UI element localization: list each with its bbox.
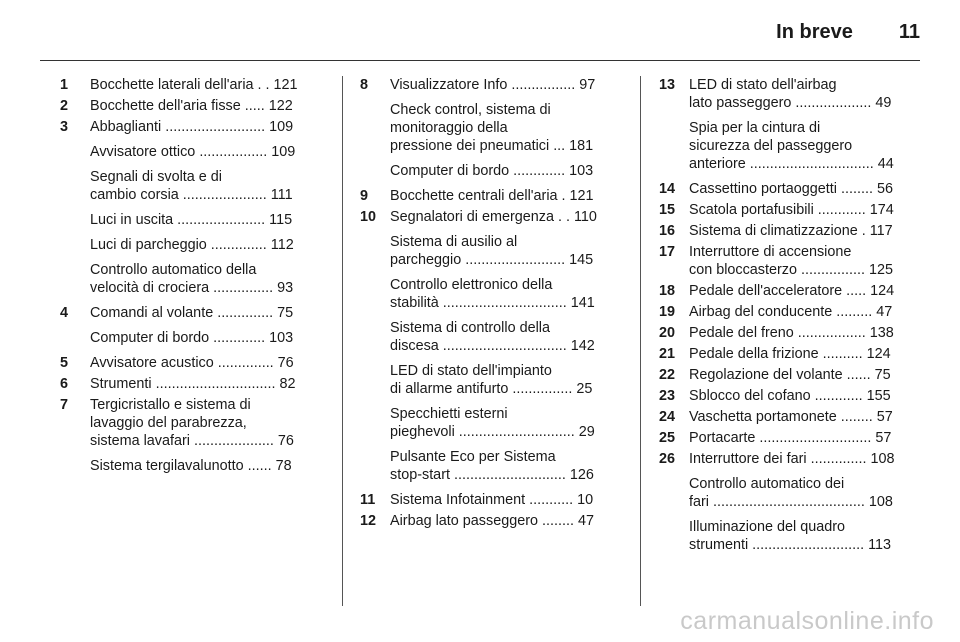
index-entry[interactable] [60,118,298,136]
entry-text: Vaschetta portamonete ........ 57 [689,409,893,425]
entry-number [360,162,390,180]
entry-number: 10 [360,209,377,225]
entry-text: Spia per la cintura di sicurezza del passeggero anteriore ............................... 44 [689,120,894,172]
entry-text: Pulsante Eco per Sistema stop-start ............................ 126 [390,449,594,483]
entry-number: 9 [360,188,369,204]
index-entry[interactable] [360,512,622,530]
entry-text: Computer di bordo ............. 103 [90,330,294,346]
index-entry[interactable] [60,143,298,161]
entry-text: Illuminazione del quadro strumenti ............................ 113 [689,519,892,553]
entry-text: Bocchette dell'aria fisse ..... 122 [90,98,293,114]
entry-text: Strumenti .............................. 82 [90,376,296,392]
index-entry[interactable] [360,448,622,484]
index-entry[interactable] [659,429,921,447]
index-entry[interactable] [60,236,298,254]
index-column-3 [659,76,921,561]
index-entry[interactable] [659,222,921,240]
entry-text: Avvisatore ottico ................. 109 [90,144,296,160]
index-entry[interactable] [60,211,298,229]
entry-number: 14 [659,181,676,197]
entry-number: 12 [360,513,377,529]
index-entry[interactable] [360,362,622,398]
entry-text: Luci in uscita ...................... 115 [90,212,293,228]
index-entry[interactable] [60,396,298,450]
entry-number: 3 [60,119,69,135]
index-column-1 [60,76,298,482]
entry-number: 26 [659,451,676,467]
index-entry[interactable] [360,276,622,312]
index-entry[interactable] [60,168,298,204]
index-entry[interactable] [360,233,622,269]
page-number: 11 [898,20,920,43]
column-divider [342,76,343,606]
entry-number: 17 [659,244,676,260]
entry-text: Sistema di climatizzazione . 117 [689,223,893,239]
entry-number: 23 [659,388,676,404]
entry-number: 7 [60,397,69,413]
entry-text: Scatola portafusibili ............ 174 [689,202,894,218]
index-entry[interactable] [60,76,298,94]
entry-text: Controllo elettronico della stabilità ............................... 141 [390,277,595,311]
entry-text: Luci di parcheggio .............. 112 [90,237,294,253]
index-entry[interactable] [659,119,921,173]
entry-number [60,329,90,347]
entry-number: 24 [659,409,676,425]
index-entry[interactable] [659,450,921,468]
entry-number [360,448,390,484]
entry-number: 25 [659,430,676,446]
entry-number [60,261,90,297]
index-entry[interactable] [360,101,622,155]
entry-number: 11 [360,492,376,508]
index-entry[interactable] [60,375,298,393]
entry-text: Controllo automatico dei fari ...................................... 108 [689,476,893,510]
entry-number: 4 [60,305,69,321]
column-divider [640,76,641,606]
index-entry[interactable] [60,457,298,475]
entry-number: 6 [60,376,69,392]
entry-number [60,211,90,229]
entry-text: Bocchette laterali dell'aria . . 121 [90,77,298,93]
page-header [776,14,920,50]
index-entry[interactable] [360,491,622,509]
entry-number: 18 [659,283,676,299]
entry-text: Tergicristallo e sistema di lavaggio del parabrezza, sistema lavafari .................... 76 [90,397,294,449]
entry-text: Sistema di controllo della discesa ............................... 142 [390,320,595,354]
entry-text: Pedale del freno ................. 138 [689,325,894,341]
entry-text: Comandi al volante .............. 75 [90,305,294,321]
entry-text: Sblocco del cofano ............ 155 [689,388,891,404]
entry-text: Sistema di ausilio al parcheggio ......................... 145 [390,234,594,268]
entry-text: Airbag lato passeggero ........ 47 [390,513,594,529]
entry-number [360,362,390,398]
entry-number [60,143,90,161]
entry-number [60,457,90,475]
index-entry[interactable] [60,261,298,297]
index-entry[interactable] [60,97,298,115]
index-entry[interactable] [659,303,921,321]
index-entry[interactable] [659,324,921,342]
index-entry[interactable] [659,76,921,112]
index-entry[interactable] [360,405,622,441]
entry-text: Portacarte ............................ 57 [689,430,892,446]
entry-number: 5 [60,355,69,371]
entry-number [659,518,689,554]
entry-number: 20 [659,325,676,341]
entry-text: Controllo automatico della velocità di crociera ............... 93 [90,262,294,296]
entry-text: Segnali di svolta e di cambio corsia ..................... 111 [90,169,293,203]
index-entry[interactable] [360,319,622,355]
entry-number: 16 [659,223,676,239]
entry-number [60,168,90,204]
entry-number [360,233,390,269]
entry-text: LED di stato dell'airbag lato passeggero ................... 49 [689,77,892,111]
entry-number: 21 [659,346,676,362]
entry-text: Avvisatore acustico .............. 76 [90,355,294,371]
entry-text: Computer di bordo ............. 103 [390,163,594,179]
entry-text: Sistema tergilavalunotto ...... 78 [90,458,292,474]
index-entry[interactable] [659,282,921,300]
entry-text: Regolazione del volante ...... 75 [689,367,891,383]
index-entry[interactable] [60,329,298,347]
entry-number [360,276,390,312]
index-column-2 [360,76,622,533]
entry-number: 22 [659,367,676,383]
entry-text: Abbaglianti ......................... 109 [90,119,294,135]
index-entry[interactable] [360,162,622,180]
entry-text: Check control, sistema di monitoraggio della pressione dei pneumatici ... 181 [390,102,594,154]
entry-number: 1 [60,77,69,93]
entry-number [360,319,390,355]
entry-text: Cassettino portaoggetti ........ 56 [689,181,893,197]
entry-number [659,119,689,173]
header-rule [40,60,920,61]
index-entry[interactable] [659,243,921,279]
section-title: In breve [776,20,853,43]
entry-text: Visualizzatore Info ................ 97 [390,77,596,93]
index-entry[interactable] [659,475,921,511]
entry-number [60,236,90,254]
entry-text: LED di stato dell'impianto di allarme antifurto ............... 25 [390,363,593,397]
entry-text: Sistema Infotainment ........... 10 [390,492,594,508]
entry-number: 15 [659,202,676,218]
index-entry[interactable] [659,345,921,363]
index-entry[interactable] [659,518,921,554]
entry-number: 19 [659,304,676,320]
index-entry[interactable] [360,76,622,94]
entry-number [360,405,390,441]
entry-text: Interruttore dei fari .............. 108 [689,451,895,467]
entry-number: 2 [60,98,69,114]
entry-text: Interruttore di accensione con bloccasterzo ................ 125 [689,244,893,278]
entry-text: Pedale dell'acceleratore ..... 124 [689,283,895,299]
entry-text: Segnalatori di emergenza . . 110 [390,209,597,225]
index-entry[interactable] [659,366,921,384]
index-entry[interactable] [60,354,298,372]
entry-number: 13 [659,77,676,93]
entry-text: Pedale della frizione .......... 124 [689,346,891,362]
entry-number [360,101,390,155]
watermark: carmanualsonline.info [680,607,934,635]
entry-text: Bocchette centrali dell'aria . 121 [390,188,594,204]
index-entry[interactable] [360,208,622,226]
entry-text: Airbag del conducente ......... 47 [689,304,893,320]
index-entry[interactable] [659,387,921,405]
index-entry[interactable] [659,408,921,426]
index-entry[interactable] [360,187,622,205]
entry-number: 8 [360,77,369,93]
entry-text: Specchietti esterni pieghevoli ............................. 29 [390,406,595,440]
index-entry[interactable] [659,201,921,219]
index-entry[interactable] [659,180,921,198]
index-entry[interactable] [60,304,298,322]
entry-number [659,475,689,511]
